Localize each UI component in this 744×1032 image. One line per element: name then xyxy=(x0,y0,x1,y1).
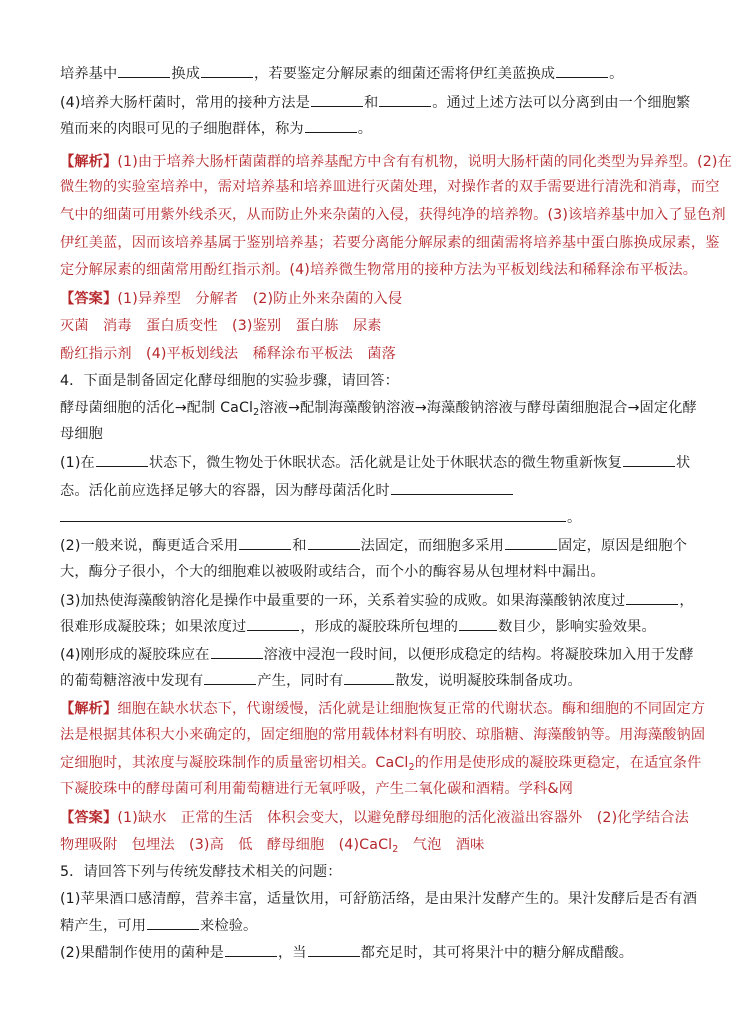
text-line: (1)苹果酒口感清醇，营养丰富，适量饮用，可舒筋活络，是由果汁发酵产生的。果汁发酵后是否有酒 xyxy=(60,891,698,907)
answer-line: 物理吸附 包埋法 (3)高 低 酵母细胞 (4)CaCl$_2$ 气泡 酒味 xyxy=(60,837,485,855)
answer-blank[interactable] xyxy=(311,92,363,107)
answer-blank[interactable] xyxy=(305,118,357,133)
question-title: 5．请回答下列与传统发酵技术相关的问题： xyxy=(60,864,342,880)
answer-blank[interactable] xyxy=(225,942,277,957)
text-line: 酵母菌细胞的活化→配制 CaCl$_2$溶液→配制海藻酸钠溶液→海藻酸钠溶液与酵母菌细胞混合→固定化酵 xyxy=(60,400,697,418)
text-line: (4)刚形成的凝胶珠应在 溶液中浸泡一段时间，以便形成稳定的结构。将凝胶珠加入用于发酵 xyxy=(60,644,694,666)
text-line: 态。活化前应选择足够大的容器，因为酵母菌活化时 xyxy=(60,480,514,502)
text-line: (2)果醋制作使用的菌种是 ，当 都充足时，其可将果汁中的糖分解成醋酸。 xyxy=(60,942,633,964)
text-line: 大，酶分子很小，个大的细胞难以被吸附或结合，而个小的酶容易从包埋材料中漏出。 xyxy=(60,564,605,580)
question-title: 4．下面是制备固定化酵母细胞的实验步骤，请回答： xyxy=(60,373,399,389)
text-line: 殖而来的肉眼可见的子细胞群体，称为 。 xyxy=(60,118,372,140)
explanation-line: 下凝胶珠中的酵母菌可利用葡萄糖进行无氧呼吸，产生二氧化碳和酒精。学科&网 xyxy=(60,781,574,797)
answer-blank[interactable] xyxy=(60,507,566,522)
explanation-line: 【解析】(1)由于培养大肠杆菌菌群的培养基配方中含有有机物，说明大肠杆菌的同化类型为异养型。(2)在 xyxy=(60,154,732,170)
text-line: 母细胞 xyxy=(60,426,104,442)
explanation-line: 定分解尿素的细菌常用酚红指示剂。(4)培养微生物常用的接种方法为平板划线法和稀释涂布平板法。 xyxy=(60,262,698,278)
answer-line: 酚红指示剂 (4)平板划线法 稀释涂布平板法 菌落 xyxy=(60,346,396,362)
answer-blank[interactable] xyxy=(308,535,360,550)
answer-blank[interactable] xyxy=(505,535,557,550)
explanation-line: 气中的细菌可用紫外线杀灭，从而防止外来杂菌的入侵，获得纯净的培养物。(3)该培养基中加入了显色剂 xyxy=(60,207,726,223)
answer-blank[interactable] xyxy=(391,480,513,495)
text-line: 的葡萄糖溶液中发现有 产生，同时有 散发，说明凝胶珠制备成功。 xyxy=(60,670,582,692)
answer-blank[interactable] xyxy=(626,590,678,605)
answer-blank[interactable] xyxy=(247,616,299,631)
explanation-tag: 【解析】 xyxy=(60,154,118,170)
answer-blank[interactable] xyxy=(211,644,263,659)
explanation-line: 法是根据其体积大小来确定的，固定细胞的常用载体材料有明胶、琼脂糖、海藻酸钠等。用海藻酸钠固 xyxy=(60,727,706,743)
answer-line: 【答案】(1)异养型 分解者 (2)防止外来杂菌的入侵 xyxy=(60,291,403,307)
answer-blank[interactable] xyxy=(623,452,675,467)
answer-blank[interactable] xyxy=(379,92,431,107)
text-line: (2)一般来说，酶更适合采用 和 法固定，而细胞多采用 固定，原因是细胞个 xyxy=(60,535,687,557)
text-line: 很难形成凝胶珠；如果浓度过 ，形成的凝胶珠所包埋的 数目少，影响实验效果。 xyxy=(60,616,656,638)
answer-line: 【答案】(1)缺水 正常的生活 体积会变大，以避免酵母细胞的活化液溢出容器外 (2)化学结合法 xyxy=(60,810,689,826)
explanation-line: 定细胞时，其浓度与凝胶珠制作的质量密切相关。CaCl$_2$的作用是使形成的凝胶珠更稳定，在适宜条件 xyxy=(60,755,702,773)
answer-line: 灭菌 消毒 蛋白质变性 (3)鉴别 蛋白胨 尿素 xyxy=(60,318,382,334)
text-line: (3)加热使海藻酸钠溶化是操作中最重要的一环，关系着实验的成败。如果海藻酸钠浓度过 ， xyxy=(60,590,694,612)
explanation-line: 伊红美蓝，因而该培养基属于鉴别培养基；若要分离能分解尿素的细菌需将培养基中蛋白胨换成尿素，鉴 xyxy=(60,235,720,251)
explanation-tag: 【解析】 xyxy=(60,701,118,717)
explanation-line: 【解析】细胞在缺水状态下，代谢缓慢，活化就是让细胞恢复正常的代谢状态。酶和细胞的不同固定方 xyxy=(60,701,706,717)
text-line: 精产生，可用 来检验。 xyxy=(60,915,257,937)
answer-tag: 【答案】 xyxy=(60,291,118,307)
answer-blank[interactable] xyxy=(204,670,256,685)
explanation-line: 微生物的实验室培养中，需对培养基和培养皿进行灭菌处理，对操作者的双手需要进行清洗和消毒，而空 xyxy=(60,179,720,195)
answer-blank[interactable] xyxy=(147,915,199,930)
answer-blank[interactable] xyxy=(556,63,608,78)
answer-blank[interactable] xyxy=(118,63,170,78)
answer-blank[interactable] xyxy=(96,452,148,467)
answer-tag: 【答案】 xyxy=(60,810,118,826)
text-line: 培养基中 换成 ，若要鉴定分解尿素的细菌还需将伊红美蓝换成 。 xyxy=(60,63,623,85)
answer-blank[interactable] xyxy=(201,63,253,78)
text-line: (4)培养大肠杆菌时，常用的接种方法是 和 。通过上述方法可以分离到由一个细胞繁 xyxy=(60,92,690,114)
answer-blank[interactable] xyxy=(344,670,394,685)
text-line: 。 xyxy=(60,507,581,529)
answer-blank[interactable] xyxy=(308,942,360,957)
answer-blank[interactable] xyxy=(239,535,291,550)
answer-blank[interactable] xyxy=(459,616,497,631)
text-line: (1)在 状态下，微生物处于休眠状态。活化就是让处于休眠状态的微生物重新恢复 状 xyxy=(60,452,690,474)
